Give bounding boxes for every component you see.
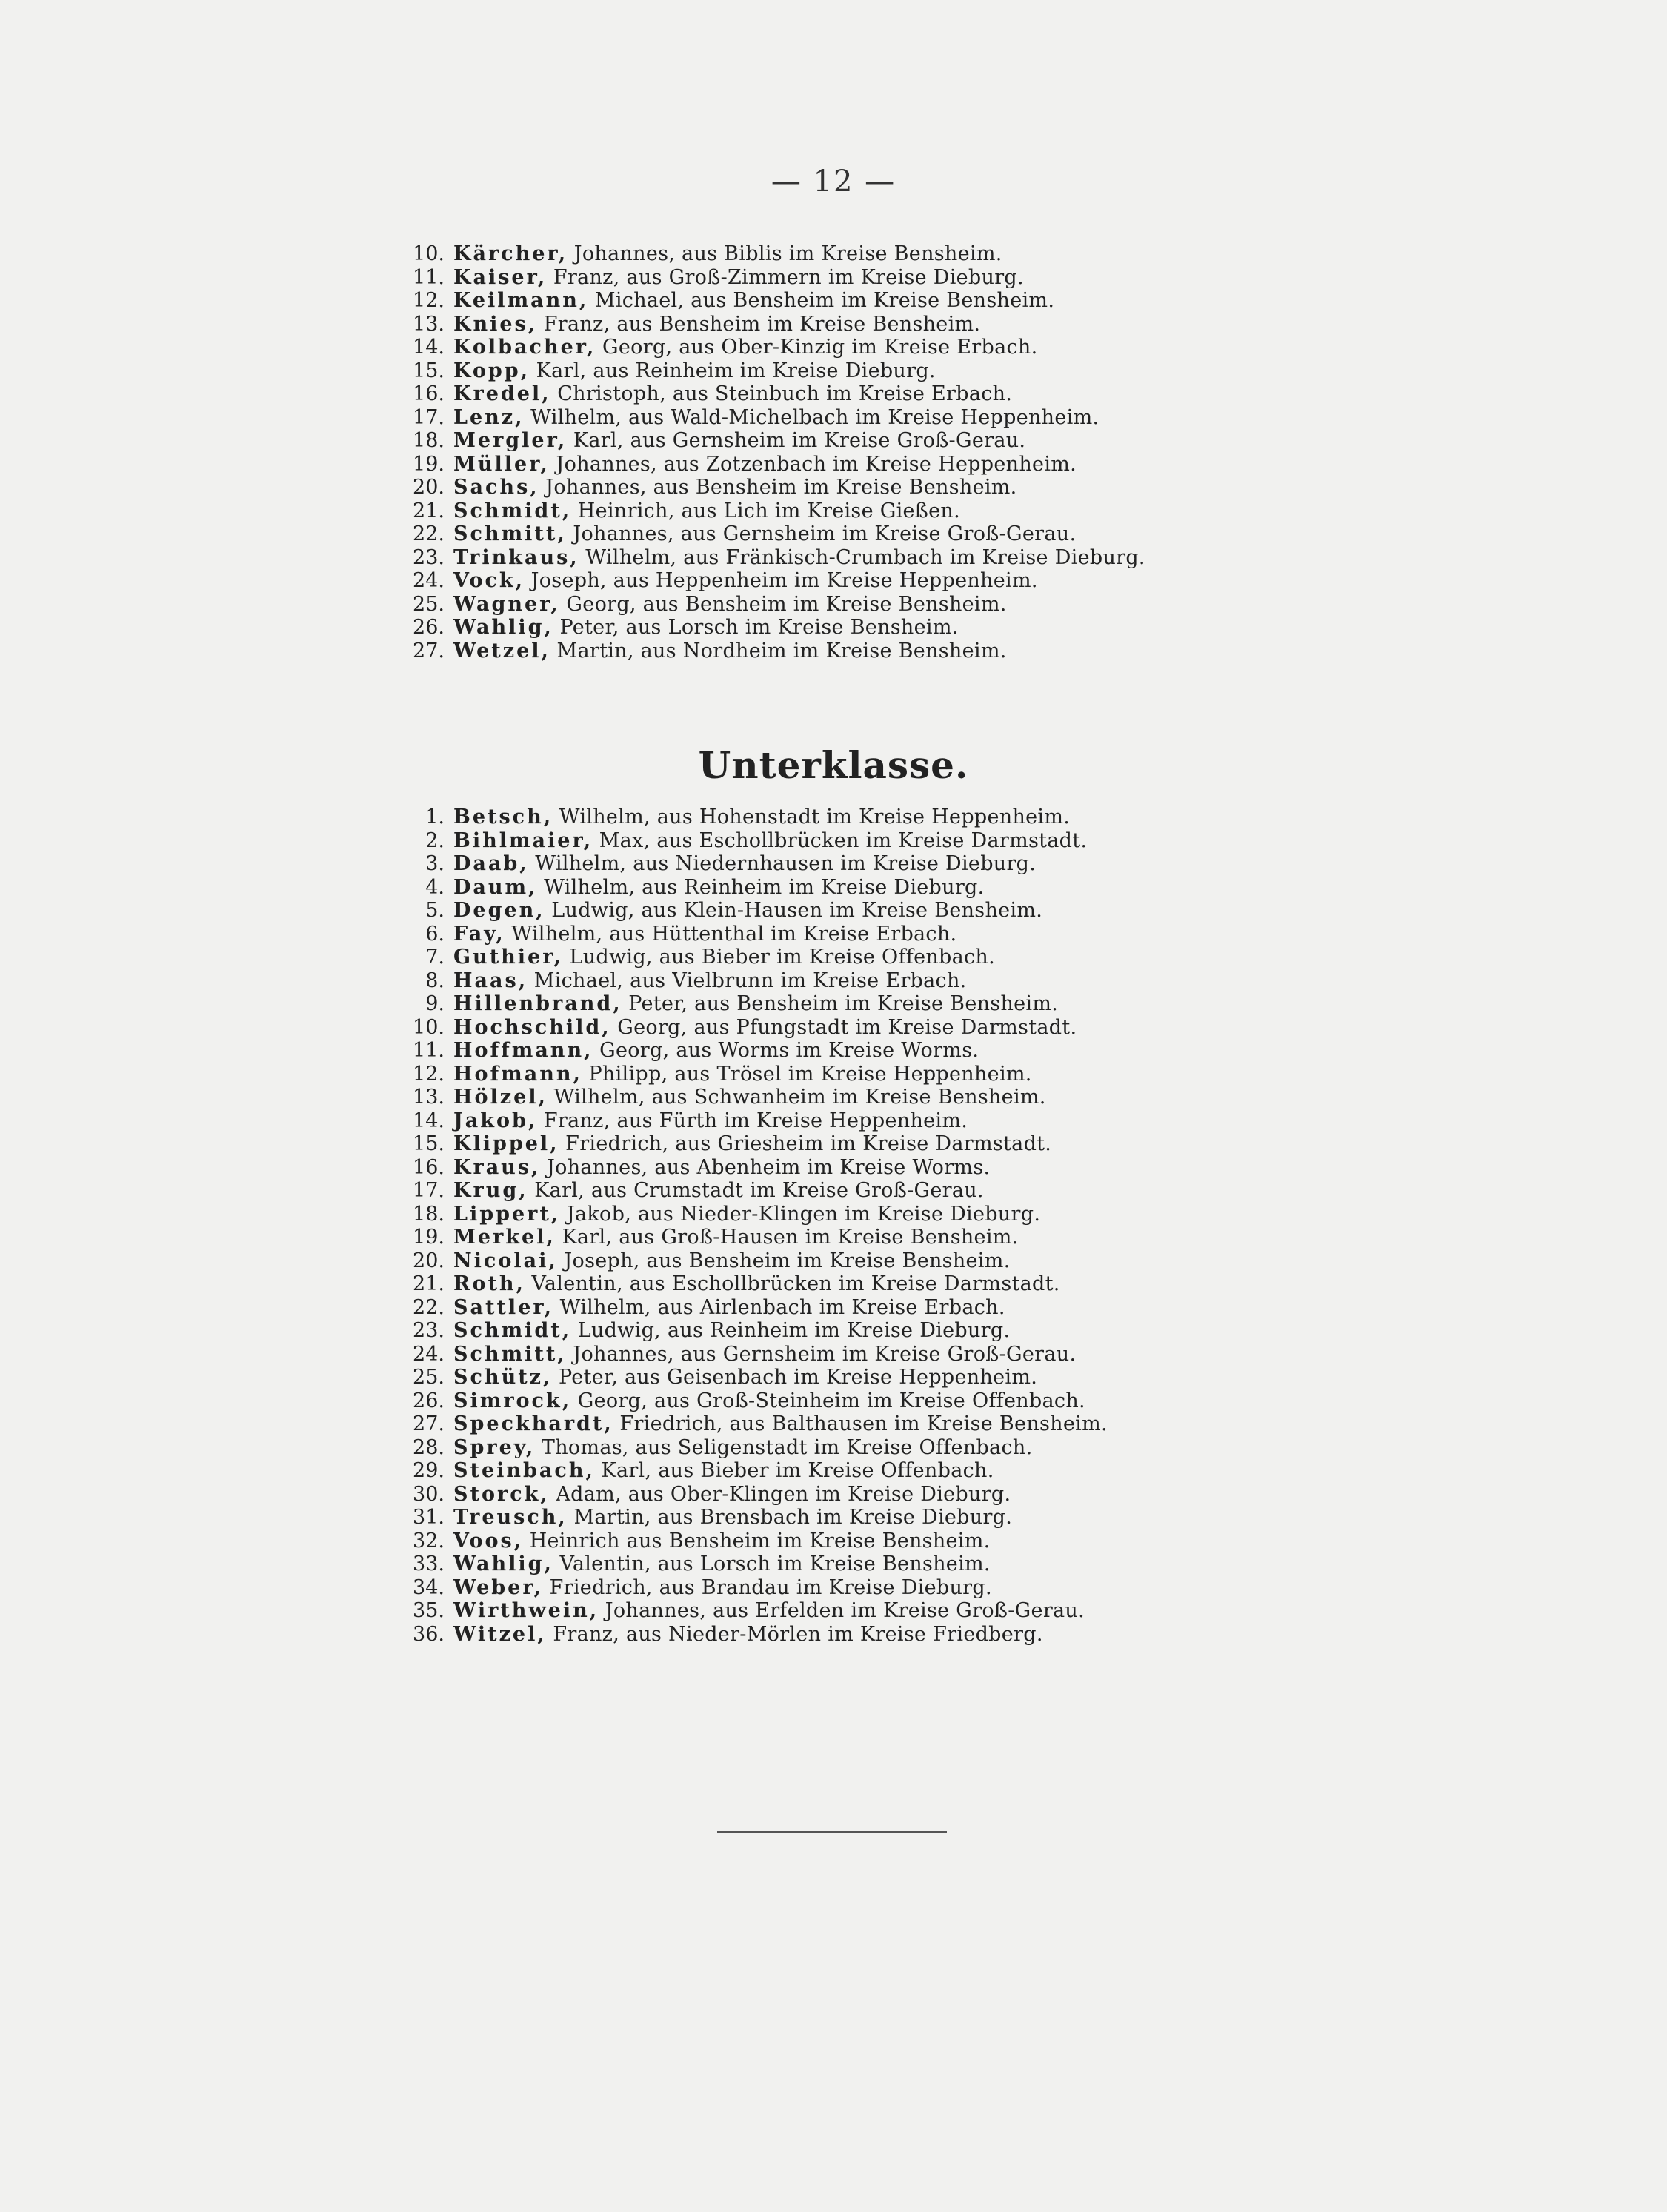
entry-details: Wilhelm, aus Hohenstadt im Kreise Heppenheim. bbox=[559, 806, 1071, 828]
list-item bbox=[393, 1179, 1108, 1203]
entry-surname: Sprey, bbox=[453, 1435, 536, 1459]
entry-number: 12. bbox=[413, 1062, 445, 1086]
entry-number: 7. bbox=[425, 946, 445, 969]
entry-details: Johannes, aus Gernsheim im Kreise Groß-Gerau. bbox=[573, 522, 1077, 545]
entry-details: Wilhelm, aus Airlenbach im Kreise Erbach. bbox=[559, 1295, 1005, 1319]
entry-number: 19. bbox=[413, 452, 445, 476]
entry-details: Georg, aus Worms im Kreise Worms. bbox=[599, 1039, 979, 1062]
entry-number: 20. bbox=[413, 1249, 445, 1272]
entry-details: Johannes, aus Erfelden im Kreise Groß-Gerau. bbox=[605, 1599, 1085, 1622]
entry-surname: Roth, bbox=[453, 1272, 525, 1295]
entry-details: Peter, aus Bensheim im Kreise Bensheim. bbox=[628, 992, 1059, 1015]
list-item bbox=[393, 1086, 1108, 1109]
oberklasse-list bbox=[393, 242, 1145, 662]
entry-surname: Merkel, bbox=[453, 1226, 556, 1249]
entry-details: Wilhelm, aus Fränkisch-Crumbach im Kreise Dieburg. bbox=[585, 545, 1145, 569]
entry-surname: Kolbacher, bbox=[453, 336, 596, 359]
closing-rule bbox=[717, 1831, 947, 1833]
entry-details: Adam, aus Ober-Klingen im Kreise Dieburg. bbox=[556, 1482, 1011, 1506]
section-heading-unterklasse: Unterklasse. bbox=[698, 743, 969, 787]
entry-details: Friedrich, aus Balthausen im Kreise Bensheim. bbox=[619, 1412, 1108, 1435]
entry-details: Michael, aus Bensheim im Kreise Bensheim. bbox=[594, 289, 1055, 312]
entry-surname: Degen, bbox=[453, 899, 545, 922]
entry-details: Franz, aus Bensheim im Kreise Bensheim. bbox=[543, 312, 981, 336]
entry-surname: Haas, bbox=[453, 969, 528, 992]
entry-number: 22. bbox=[413, 522, 445, 545]
entry-number: 14. bbox=[413, 1109, 445, 1132]
entry-number: 4. bbox=[425, 875, 445, 899]
list-item bbox=[393, 499, 1145, 523]
list-item bbox=[393, 1436, 1108, 1460]
entry-number: 11. bbox=[413, 1039, 445, 1062]
entry-details: Martin, aus Nordheim im Kreise Bensheim. bbox=[556, 639, 1007, 662]
list-item bbox=[393, 359, 1145, 383]
entry-number: 25. bbox=[413, 1366, 445, 1389]
entry-details: Ludwig, aus Klein-Hausen im Kreise Bensheim. bbox=[551, 899, 1043, 922]
list-item bbox=[393, 242, 1145, 266]
entry-number: 10. bbox=[413, 242, 445, 265]
entry-details: Georg, aus Ober-Kinzig im Kreise Erbach. bbox=[602, 336, 1038, 359]
entry-surname: Wahlig, bbox=[453, 616, 553, 639]
entry-number: 27. bbox=[413, 639, 445, 662]
entry-details: Karl, aus Bieber im Kreise Offenbach. bbox=[601, 1459, 994, 1482]
entry-number: 21. bbox=[413, 499, 445, 522]
entry-number: 1. bbox=[425, 806, 445, 828]
list-item bbox=[393, 1016, 1108, 1040]
entry-number: 24. bbox=[413, 569, 445, 592]
entry-details: Heinrich, aus Lich im Kreise Gießen. bbox=[577, 499, 960, 522]
list-item bbox=[393, 1039, 1108, 1063]
entry-details: Georg, aus Pfungstadt im Kreise Darmstadt. bbox=[617, 1015, 1077, 1039]
entry-number: 13. bbox=[413, 312, 445, 336]
list-item bbox=[393, 1132, 1108, 1156]
entry-number: 32. bbox=[413, 1529, 445, 1552]
entry-details: Valentin, aus Eschollbrücken im Kreise Darmstadt. bbox=[531, 1272, 1060, 1295]
entry-surname: Kredel, bbox=[453, 382, 551, 405]
list-item bbox=[393, 1249, 1108, 1273]
entry-number: 17. bbox=[413, 1179, 445, 1202]
list-item bbox=[393, 852, 1108, 876]
entry-surname: Krug, bbox=[453, 1179, 528, 1202]
entry-details: Michael, aus Vielbrunn im Kreise Erbach. bbox=[533, 969, 967, 992]
list-item bbox=[393, 899, 1108, 923]
entry-details: Georg, aus Bensheim im Kreise Bensheim. bbox=[566, 592, 1007, 616]
entry-details: Johannes, aus Biblis im Kreise Bensheim. bbox=[573, 242, 1002, 265]
entry-surname: Steinbach, bbox=[453, 1459, 595, 1482]
list-item bbox=[393, 829, 1108, 853]
list-item bbox=[393, 876, 1108, 900]
entry-details: Johannes, aus Abenheim im Kreise Worms. bbox=[547, 1155, 991, 1179]
entry-surname: Schmitt, bbox=[453, 1342, 567, 1366]
entry-surname: Kraus, bbox=[453, 1155, 541, 1179]
list-item bbox=[393, 546, 1145, 570]
entry-surname: Hoffmann, bbox=[453, 1039, 593, 1062]
list-item bbox=[393, 1599, 1108, 1623]
entry-surname: Schmitt, bbox=[453, 522, 567, 545]
entry-details: Joseph, aus Bensheim im Kreise Bensheim. bbox=[564, 1249, 1011, 1272]
entry-surname: Vock, bbox=[453, 569, 525, 592]
entry-number: 31. bbox=[413, 1506, 445, 1529]
entry-number: 18. bbox=[413, 1202, 445, 1226]
entry-surname: Trinkaus, bbox=[453, 545, 579, 569]
entry-surname: Schmidt, bbox=[453, 499, 572, 522]
entry-surname: Simrock, bbox=[453, 1389, 572, 1412]
entry-details: Ludwig, aus Bieber im Kreise Offenbach. bbox=[569, 946, 996, 969]
entry-details: Karl, aus Reinheim im Kreise Dieburg. bbox=[536, 359, 936, 382]
entry-number: 8. bbox=[425, 969, 445, 992]
entry-surname: Lippert, bbox=[453, 1202, 561, 1226]
list-item bbox=[393, 992, 1108, 1016]
entry-surname: Wagner, bbox=[453, 592, 560, 616]
entry-details: Wilhelm, aus Wald-Michelbach im Kreise Heppenheim. bbox=[530, 405, 1099, 429]
list-item bbox=[393, 1483, 1108, 1507]
entry-number: 18. bbox=[413, 429, 445, 452]
entry-number: 28. bbox=[413, 1435, 445, 1459]
entry-surname: Kärcher, bbox=[453, 242, 568, 265]
entry-surname: Weber, bbox=[453, 1575, 544, 1599]
entry-surname: Bihlmaier, bbox=[453, 828, 593, 852]
entry-number: 14. bbox=[413, 336, 445, 359]
list-item bbox=[393, 266, 1145, 290]
entry-details: Ludwig, aus Reinheim im Kreise Dieburg. bbox=[577, 1319, 1011, 1342]
list-item bbox=[393, 453, 1145, 476]
entry-number: 26. bbox=[413, 616, 445, 639]
entry-surname: Storck, bbox=[453, 1482, 550, 1506]
entry-number: 10. bbox=[413, 1015, 445, 1039]
entry-number: 5. bbox=[425, 899, 445, 922]
entry-details: Karl, aus Crumstadt im Kreise Groß-Gerau. bbox=[534, 1179, 984, 1202]
entry-number: 24. bbox=[413, 1342, 445, 1366]
entry-details: Peter, aus Geisenbach im Kreise Heppenheim. bbox=[559, 1366, 1038, 1389]
entry-number: 26. bbox=[413, 1389, 445, 1412]
list-item bbox=[393, 289, 1145, 313]
entry-number: 30. bbox=[413, 1482, 445, 1506]
entry-details: Christoph, aus Steinbuch im Kreise Erbach. bbox=[557, 382, 1013, 405]
entry-number: 21. bbox=[413, 1272, 445, 1295]
entry-details: Martin, aus Brensbach im Kreise Dieburg. bbox=[573, 1506, 1013, 1529]
entry-details: Peter, aus Lorsch im Kreise Bensheim. bbox=[559, 616, 959, 639]
entry-details: Joseph, aus Heppenheim im Kreise Heppenheim. bbox=[530, 569, 1038, 592]
entry-number: 15. bbox=[413, 359, 445, 382]
entry-surname: Keilmann, bbox=[453, 289, 589, 312]
entry-surname: Kaiser, bbox=[453, 265, 548, 289]
list-item bbox=[393, 569, 1145, 593]
entry-surname: Schmidt, bbox=[453, 1319, 572, 1342]
entry-details: Thomas, aus Seligenstadt im Kreise Offenbach. bbox=[541, 1435, 1033, 1459]
entry-surname: Wahlig, bbox=[453, 1552, 553, 1575]
list-item bbox=[393, 382, 1145, 406]
list-item bbox=[393, 429, 1145, 453]
list-item bbox=[393, 640, 1145, 663]
entry-number: 29. bbox=[413, 1459, 445, 1482]
entry-details: Franz, aus Fürth im Kreise Heppenheim. bbox=[543, 1109, 968, 1132]
list-item bbox=[393, 1530, 1108, 1553]
entry-details: Johannes, aus Bensheim im Kreise Bensheim. bbox=[545, 476, 1017, 499]
list-item bbox=[393, 1412, 1108, 1436]
entry-number: 16. bbox=[413, 382, 445, 405]
entry-number: 17. bbox=[413, 405, 445, 429]
entry-surname: Hillenbrand, bbox=[453, 992, 622, 1015]
entry-surname: Jakob, bbox=[453, 1109, 538, 1132]
entry-surname: Fay, bbox=[453, 922, 505, 946]
entry-details: Philipp, aus Trösel im Kreise Heppenheim. bbox=[588, 1062, 1032, 1086]
entry-number: 23. bbox=[413, 545, 445, 569]
list-item bbox=[393, 806, 1108, 829]
entry-number: 33. bbox=[413, 1552, 445, 1575]
entry-details: Friedrich, aus Griesheim im Kreise Darmstadt. bbox=[565, 1132, 1052, 1155]
list-item bbox=[393, 1226, 1108, 1249]
entry-number: 2. bbox=[425, 828, 445, 852]
entry-details: Max, aus Eschollbrücken im Kreise Darmstadt. bbox=[599, 828, 1088, 852]
list-item bbox=[393, 313, 1145, 336]
entry-number: 12. bbox=[413, 289, 445, 312]
page-number: — 12 — bbox=[771, 165, 896, 199]
entry-details: Franz, aus Nieder-Mörlen im Kreise Friedberg. bbox=[553, 1622, 1043, 1646]
entry-surname: Voos, bbox=[453, 1529, 524, 1552]
list-item bbox=[393, 522, 1145, 546]
list-item bbox=[393, 1272, 1108, 1296]
entry-details: Wilhelm, aus Schwanheim im Kreise Bensheim. bbox=[553, 1086, 1046, 1109]
list-item bbox=[393, 406, 1145, 430]
entry-surname: Witzel, bbox=[453, 1622, 547, 1646]
list-item bbox=[393, 1109, 1108, 1133]
entry-surname: Daum, bbox=[453, 875, 538, 899]
entry-surname: Sachs, bbox=[453, 476, 539, 499]
entry-surname: Wetzel, bbox=[453, 639, 550, 662]
entry-surname: Speckhardt, bbox=[453, 1412, 613, 1435]
entry-number: 36. bbox=[413, 1622, 445, 1646]
list-item bbox=[393, 1576, 1108, 1600]
entry-surname: Betsch, bbox=[453, 806, 553, 828]
entry-details: Friedrich, aus Brandau im Kreise Dieburg. bbox=[549, 1575, 992, 1599]
entry-surname: Schütz, bbox=[453, 1366, 553, 1389]
entry-number: 34. bbox=[413, 1575, 445, 1599]
entry-number: 3. bbox=[425, 852, 445, 875]
entry-details: Valentin, aus Lorsch im Kreise Bensheim. bbox=[559, 1552, 991, 1575]
list-item bbox=[393, 1506, 1108, 1530]
list-item bbox=[393, 593, 1145, 617]
entry-surname: Müller, bbox=[453, 452, 550, 476]
entry-number: 35. bbox=[413, 1599, 445, 1622]
entry-surname: Mergler, bbox=[453, 429, 568, 452]
entry-number: 22. bbox=[413, 1295, 445, 1319]
list-item bbox=[393, 1203, 1108, 1226]
entry-surname: Kopp, bbox=[453, 359, 530, 382]
list-item bbox=[393, 969, 1108, 993]
entry-surname: Lenz, bbox=[453, 405, 525, 429]
list-item bbox=[393, 476, 1145, 499]
list-item bbox=[393, 1459, 1108, 1483]
entry-surname: Hofmann, bbox=[453, 1062, 582, 1086]
entry-details: Karl, aus Gernsheim im Kreise Groß-Gerau. bbox=[573, 429, 1026, 452]
list-item bbox=[393, 616, 1145, 640]
entry-details: Wilhelm, aus Niedernhausen im Kreise Dieburg. bbox=[535, 852, 1037, 875]
entry-number: 23. bbox=[413, 1319, 445, 1342]
entry-number: 9. bbox=[425, 992, 445, 1015]
entry-details: Karl, aus Groß-Hausen im Kreise Bensheim. bbox=[562, 1226, 1019, 1249]
entry-number: 11. bbox=[413, 265, 445, 289]
entry-number: 19. bbox=[413, 1226, 445, 1249]
list-item bbox=[393, 1389, 1108, 1413]
entry-surname: Klippel, bbox=[453, 1132, 559, 1155]
list-item bbox=[393, 1343, 1108, 1366]
entry-details: Johannes, aus Zotzenbach im Kreise Heppenheim. bbox=[556, 452, 1077, 476]
entry-details: Johannes, aus Gernsheim im Kreise Groß-Gerau. bbox=[573, 1342, 1077, 1366]
unterklasse-list bbox=[393, 806, 1108, 1646]
entry-number: 27. bbox=[413, 1412, 445, 1435]
entry-number: 15. bbox=[413, 1132, 445, 1155]
entry-surname: Nicolai, bbox=[453, 1249, 558, 1272]
entry-number: 16. bbox=[413, 1155, 445, 1179]
entry-surname: Hochschild, bbox=[453, 1015, 611, 1039]
list-item bbox=[393, 1156, 1108, 1180]
entry-surname: Wirthwein, bbox=[453, 1599, 599, 1622]
entry-details: Heinrich aus Bensheim im Kreise Bensheim. bbox=[529, 1529, 991, 1552]
entry-number: 6. bbox=[425, 922, 445, 946]
entry-number: 13. bbox=[413, 1086, 445, 1109]
entry-surname: Treusch, bbox=[453, 1506, 568, 1529]
list-item bbox=[393, 336, 1145, 359]
entry-surname: Sattler, bbox=[453, 1295, 554, 1319]
entry-details: Franz, aus Groß-Zimmern im Kreise Dieburg. bbox=[553, 265, 1024, 289]
list-item bbox=[393, 1319, 1108, 1343]
list-item bbox=[393, 946, 1108, 969]
entry-details: Georg, aus Groß-Steinheim im Kreise Offenbach. bbox=[577, 1389, 1085, 1412]
entry-details: Jakob, aus Nieder-Klingen im Kreise Dieburg. bbox=[566, 1202, 1041, 1226]
list-item bbox=[393, 1623, 1108, 1647]
list-item bbox=[393, 1063, 1108, 1086]
entry-number: 20. bbox=[413, 476, 445, 499]
entry-details: Wilhelm, aus Reinheim im Kreise Dieburg. bbox=[544, 875, 985, 899]
entry-surname: Daab, bbox=[453, 852, 529, 875]
list-item bbox=[393, 1552, 1108, 1576]
entry-number: 25. bbox=[413, 592, 445, 616]
entry-surname: Knies, bbox=[453, 312, 538, 336]
entry-details: Wilhelm, aus Hüttenthal im Kreise Erbach. bbox=[511, 922, 957, 946]
list-item bbox=[393, 1366, 1108, 1389]
entry-surname: Guthier, bbox=[453, 946, 563, 969]
list-item bbox=[393, 1296, 1108, 1320]
list-item bbox=[393, 923, 1108, 946]
entry-surname: Hölzel, bbox=[453, 1086, 548, 1109]
